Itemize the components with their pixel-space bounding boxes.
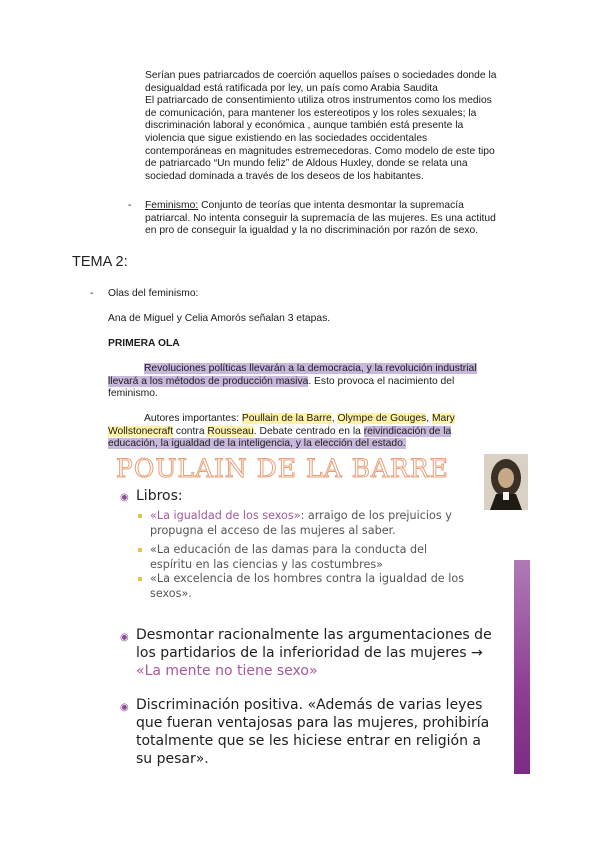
section-heading: TEMA 2: bbox=[72, 254, 128, 270]
text-line: «La educación de las damas para la conducta del bbox=[150, 543, 428, 556]
libros-heading: Libros: bbox=[136, 488, 183, 504]
text-line: discriminación laboral y económica , aunque también está presente la bbox=[145, 120, 464, 132]
author-poullain: Poullain de la Barre bbox=[241, 413, 332, 424]
text-span: , bbox=[331, 413, 338, 424]
discriminacion-point bbox=[136, 696, 516, 768]
text-line: espíritu en las ciencias y las costumbres» bbox=[150, 558, 384, 571]
text-line: . Esto provoca el nacimiento del bbox=[308, 375, 455, 387]
text-span: : arraigo de los prejuicios y bbox=[300, 509, 452, 522]
text-line: patriarcal. No intenta conseguir la supremacía de las mujeres. Es una actitud bbox=[145, 212, 496, 224]
text-span: , bbox=[426, 413, 432, 424]
target-bullet-icon: ◉ bbox=[120, 702, 129, 713]
slide-image bbox=[110, 452, 530, 774]
highlighted-text: llevará a los métodos de producción masiva bbox=[108, 375, 309, 387]
dash-bullet: - bbox=[128, 200, 132, 211]
quote-line: «La mente no tiene sexo» bbox=[136, 663, 318, 679]
text-line: propugna el acceso de las mujeres al saber. bbox=[150, 524, 396, 537]
author-rousseau: Rousseau bbox=[207, 425, 254, 437]
book-item-1 bbox=[150, 508, 490, 538]
text-line: sociedad dominada a través de los deseos de los habitantes. bbox=[145, 170, 424, 182]
text-line: Conjunto de teorías que intenta desmontar la supremacía bbox=[198, 200, 464, 211]
feminismo-term: Feminismo: bbox=[145, 200, 199, 211]
primera-ola-heading: PRIMERA OLA bbox=[108, 338, 180, 349]
text-line: su pesar». bbox=[136, 751, 209, 767]
text-line: desigualdad está ratificada por ley, un país como Arabia Saudita bbox=[145, 82, 438, 94]
slide-title: POULAIN DE LA BARRE bbox=[116, 454, 449, 483]
olas-item: Olas del feminismo: bbox=[108, 288, 199, 299]
autores-paragraph bbox=[108, 413, 530, 451]
text-line: en pro de conseguir la igualdad y la no discriminación por razón de sexo. bbox=[145, 225, 479, 237]
text-line: totalmente que se les hiciese entrar en religión a bbox=[136, 733, 481, 749]
slide-accent-bar bbox=[514, 560, 530, 774]
text-line: «La excelencia de los hombres contra la igualdad de los bbox=[150, 572, 465, 585]
text-span: contra bbox=[173, 425, 208, 437]
author-wollstonecraft: Wollstonecraft bbox=[108, 425, 174, 437]
text-line: contemporáneas en magnitudes estremecedoras. Como modelo de este tipo bbox=[145, 145, 495, 157]
feminismo-paragraph bbox=[145, 200, 530, 238]
text-line: Discriminación positiva. «Además de varias leyes bbox=[136, 697, 483, 713]
text-line: de patriarcado “Un mundo feliz” de Aldous Huxley, donde se relata una bbox=[145, 158, 468, 170]
text-span: . Debate centrado en la bbox=[253, 425, 364, 437]
author-olympe: Olympe de Gouges bbox=[337, 413, 427, 424]
square-bullet-icon bbox=[138, 577, 142, 581]
highlighted-text: reivindicación de la bbox=[363, 425, 452, 437]
ana-line: Ana de Miguel y Celia Amorós señalan 3 etapas. bbox=[108, 313, 331, 324]
text-line: los partidarios de la inferioridad de las mujeres → bbox=[136, 645, 483, 661]
portrait-image bbox=[484, 454, 528, 510]
text-line: feminismo. bbox=[108, 388, 158, 400]
text-line: de comunicación, para mantener los estereotipos y los roles sexuales; la bbox=[145, 107, 477, 119]
text-line: Desmontar racionalmente las argumentaciones de bbox=[136, 627, 492, 643]
dash-bullet: - bbox=[90, 288, 94, 299]
square-bullet-icon bbox=[138, 514, 142, 518]
target-bullet-icon: ◉ bbox=[120, 632, 129, 643]
text-span: Autores importantes: bbox=[144, 413, 242, 424]
patriarcado-paragraph bbox=[145, 70, 530, 183]
target-bullet-icon: ◉ bbox=[120, 492, 129, 503]
author-mary: Mary bbox=[431, 413, 455, 424]
text-line: El patriarcado de consentimiento utiliza otros instrumentos como los medios bbox=[145, 95, 492, 107]
desmontar-point bbox=[136, 626, 516, 680]
text-line: Serían pues patriarcados de coerción aquellos países o sociedades donde la bbox=[145, 70, 497, 81]
book-title: «La igualdad de los sexos» bbox=[150, 509, 301, 522]
text-line: sexos». bbox=[150, 587, 192, 600]
revoluciones-paragraph bbox=[108, 363, 530, 401]
square-bullet-icon bbox=[138, 548, 142, 552]
book-item-2 bbox=[150, 542, 490, 572]
book-item-3 bbox=[150, 571, 500, 601]
text-line: que fueran ventajosas para las mujeres, prohibiría bbox=[136, 715, 490, 731]
text-line: violencia que sigue existiendo en las sociedades occidentales bbox=[145, 132, 428, 144]
highlighted-text: educación, la igualdad de la inteligencia, y la elección del estado. bbox=[108, 438, 406, 450]
highlighted-text: Revoluciones políticas llevarán a la democracia, y la revolución industrial bbox=[144, 363, 477, 374]
